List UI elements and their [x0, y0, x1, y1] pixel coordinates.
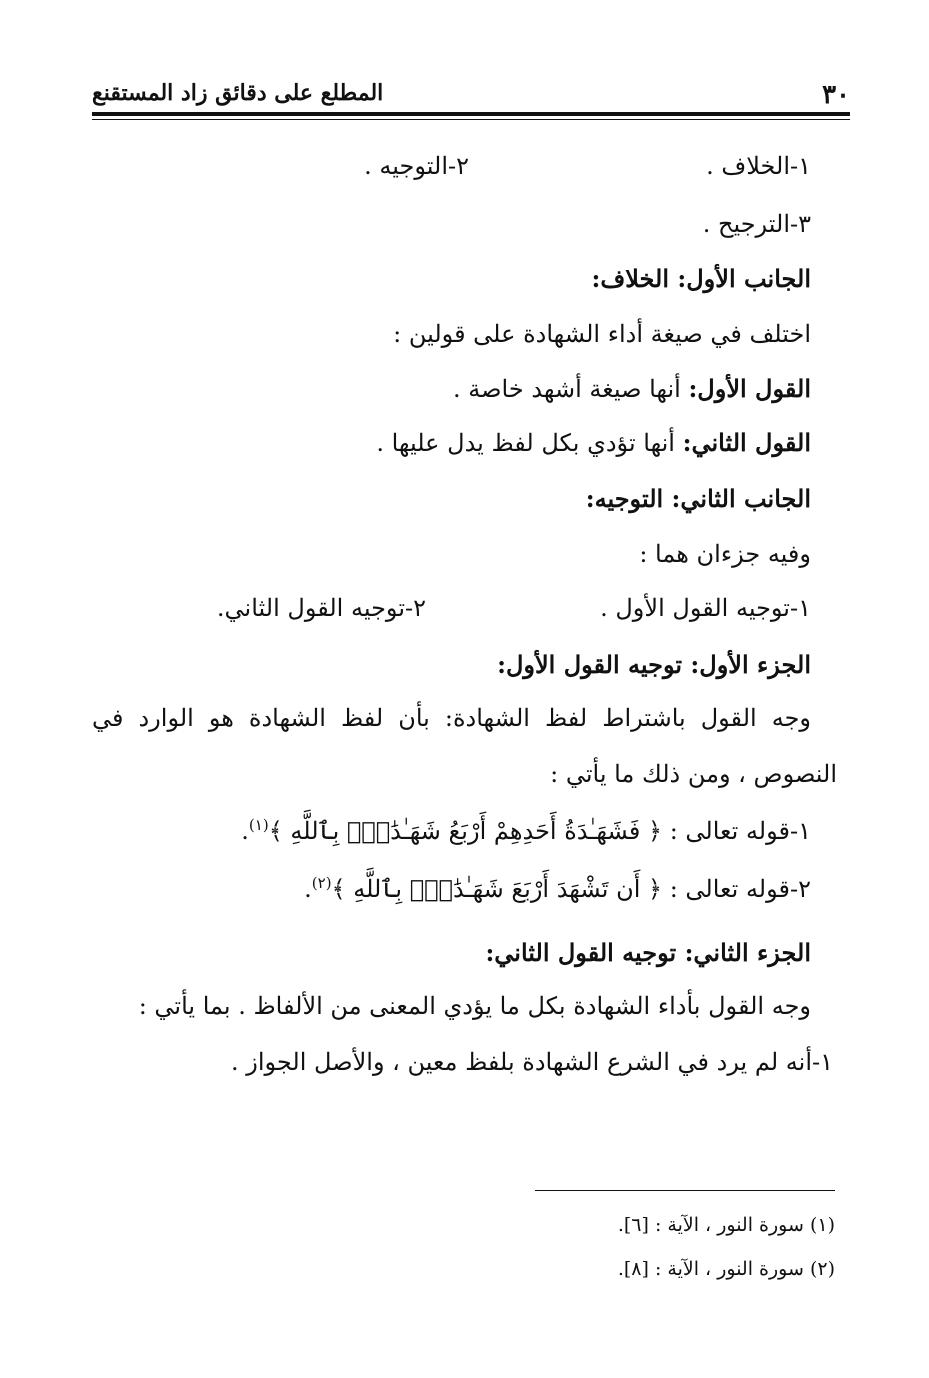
section-heading-khilaf: الجانب الأول: الخلاف:	[591, 264, 811, 293]
second-opinion	[376, 428, 811, 457]
part1-heading: الجزء الأول: توجيه القول الأول:	[497, 650, 811, 679]
part2-heading: الجزء الثاني: توجيه القول الثاني:	[485, 938, 811, 967]
section-heading-tawjih: الجانب الثاني: التوجيه:	[585, 484, 811, 513]
second-opinion-label: القول الثاني:	[682, 428, 811, 457]
page-number: ٣٠	[822, 80, 850, 110]
outline-item-2: ٢-التوجيه .	[364, 152, 469, 180]
ikhtilaf-intro: اختلف في صيغة أداء الشهادة على قولين :	[393, 320, 811, 348]
evidence-2-end: .	[304, 875, 312, 903]
page-header	[92, 74, 850, 114]
header-rule-thin	[92, 119, 850, 120]
header-rule-thick	[92, 112, 850, 116]
part1-paragraph-line2: النصوص ، ومن ذلك ما يأتي :	[550, 760, 837, 788]
book-title: المطلع على دقائق زاد المستقنع	[92, 80, 384, 106]
part2-paragraph: وجه القول بأداء الشهادة بكل ما يؤدي المعنى من الألفاظ . بما يأتي :	[138, 992, 811, 1020]
tawjih-item-2: ٢-توجيه القول الثاني.	[216, 594, 426, 622]
first-opinion	[453, 374, 811, 403]
evidence-2-ayah: ﴿ أَن تَشْهَدَ أَرْبَعَ شَهَـٰدَٰتٍۭ بِٱللَّهِ ﴾	[331, 875, 663, 903]
outline-item-1: ١-الخلاف .	[706, 152, 811, 180]
first-opinion-label: القول الأول:	[688, 374, 811, 403]
tawjih-item-1: ١-توجيه القول الأول .	[600, 594, 811, 622]
footnote-ref-1: (١)	[248, 816, 269, 834]
footnote-1: (١) سورة النور ، الآية : [٦].	[617, 1214, 835, 1236]
second-opinion-text: أنها تؤدي بكل لفظ يدل عليها .	[376, 429, 683, 457]
evidence-2	[304, 874, 811, 903]
footnote-separator	[535, 1190, 835, 1191]
evidence-2-prefix: ٢-قوله تعالى :	[662, 875, 811, 903]
evidence-1	[241, 816, 811, 845]
part1-paragraph-line1: وجه القول باشتراط لفظ الشهادة: بأن لفظ الشهادة هو الوارد في	[92, 704, 811, 732]
first-opinion-text: أنها صيغة أشهد خاصة .	[453, 375, 689, 403]
point-1: ١-أنه لم يرد في الشرع الشهادة بلفظ معين ، والأصل الجواز .	[231, 1048, 833, 1076]
evidence-1-ayah: ﴿ فَشَهَـٰدَةُ أَحَدِهِمْ أَرْبَعُ شَهَـٰدَٰتٍۭ بِٱللَّهِ ﴾	[268, 817, 663, 845]
evidence-1-prefix: ١-قوله تعالى :	[662, 817, 811, 845]
two-parts-intro: وفيه جزءان هما :	[639, 540, 811, 568]
footnote-ref-2: (٢)	[311, 874, 332, 892]
outline-item-3: ٣-الترجيح .	[702, 210, 811, 238]
footnote-2: (٢) سورة النور ، الآية : [٨].	[617, 1258, 835, 1280]
evidence-1-end: .	[241, 817, 249, 845]
